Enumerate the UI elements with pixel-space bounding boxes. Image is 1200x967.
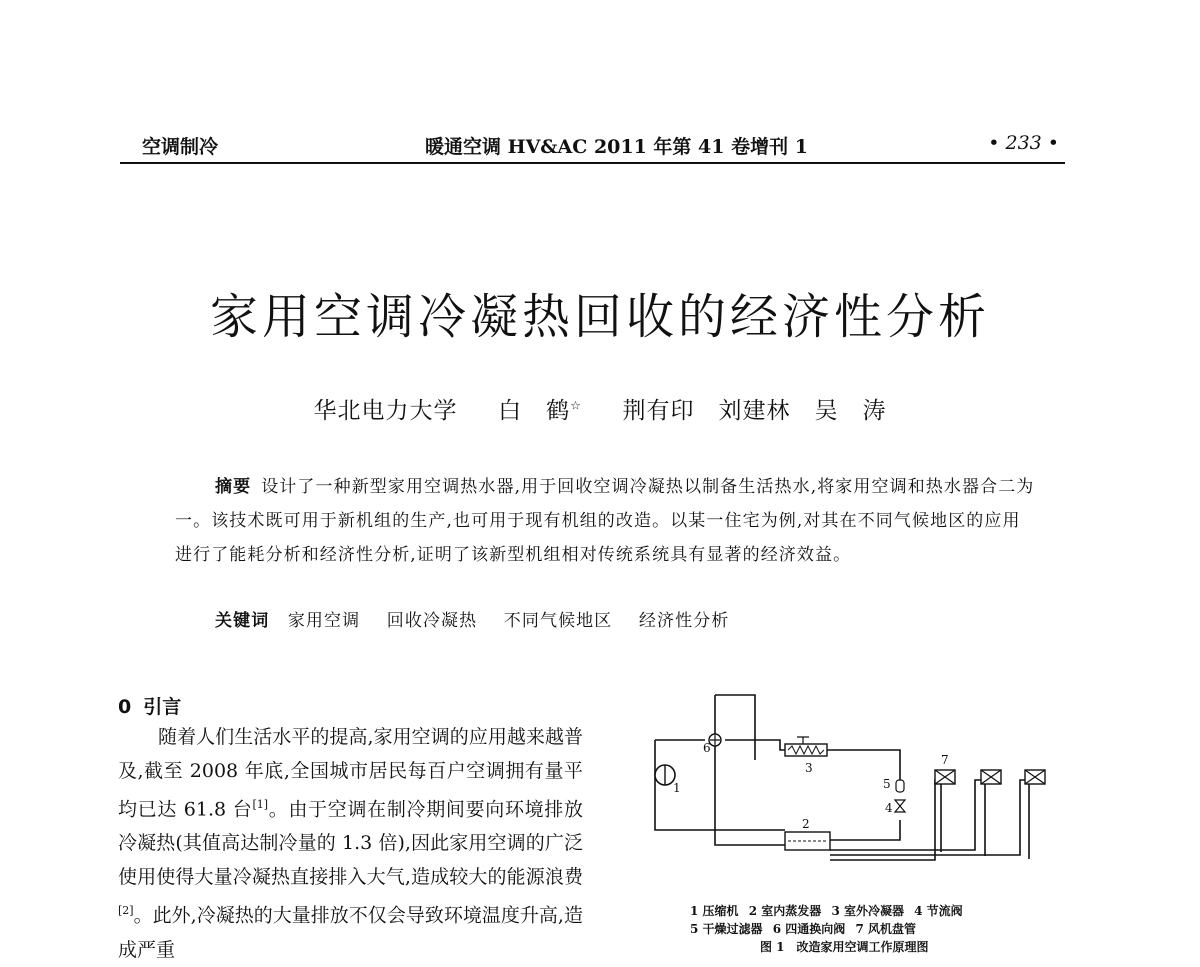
keyword: 家用空调 — [287, 611, 361, 631]
keyword: 不同气候地区 — [503, 611, 613, 631]
fig-label-7: 7 — [941, 753, 949, 767]
keyword: 回收冷凝热 — [386, 611, 478, 631]
fig-label-3: 3 — [805, 761, 813, 775]
system-schematic-figure — [645, 680, 1055, 890]
citation-ref: [2] — [118, 904, 134, 918]
fig-label-6: 6 — [703, 741, 711, 755]
fan-coil-units — [935, 770, 1045, 784]
intro-text-1: 随着人们生活水平的提高,家用空调的应用越来越普及,截至 2008 年底,全国城市居民每百户空调拥有量平均已达 61.8 台 — [118, 726, 583, 821]
indoor-evaporator — [785, 832, 830, 850]
intro-text-2: 。由于空调在制冷期间要向环境排放冷凝热(其值高达制冷量的 1.3 倍),因此家用空调的广泛使用使得大量冷凝热直接排入大气,造成较大的能源浪费 — [118, 798, 583, 889]
legend-item: 5 干燥过滤器 — [690, 922, 763, 936]
compressor — [655, 765, 675, 785]
legend-line-1 — [690, 902, 1070, 920]
section-heading — [118, 692, 181, 719]
fig-label-5: 5 — [883, 777, 891, 791]
citation-ref: [1] — [252, 798, 269, 811]
running-header — [120, 130, 1065, 160]
legend-item: 2 室内蒸发器 — [748, 904, 822, 918]
header-journal: 暖通空调 HV&AC 2011 年第 41 卷增刊 1 — [425, 136, 808, 158]
filter-drier — [896, 780, 904, 792]
intro-text-3: 。此外,冷凝热的大量排放不仅会导致环境温度升高,造成严重 — [118, 904, 583, 961]
legend-item: 1 压缩机 — [690, 904, 739, 918]
throttle-valve — [895, 800, 905, 812]
paper-title: 家用空调冷凝热回收的经济性分析 — [209, 289, 990, 345]
figure-caption: 图 1 改造家用空调工作原理图 — [760, 940, 929, 954]
affiliation: 华北电力大学 — [313, 398, 458, 424]
co-authors: 荆有印 刘建林 吴 涛 — [622, 398, 887, 424]
keywords — [215, 606, 749, 631]
pipe-coil-supply — [830, 780, 1035, 860]
intro-paragraph — [118, 720, 583, 967]
section-title: 引言 — [143, 696, 182, 718]
author-line — [0, 392, 1200, 425]
header-section: 空调制冷 — [142, 136, 219, 158]
abstract-label: 摘要 — [215, 477, 252, 497]
keywords-label: 关键词 — [215, 611, 270, 631]
abstract — [175, 470, 1035, 572]
header-rule — [120, 162, 1065, 164]
abstract-text: 设计了一种新型家用空调热水器,用于回收空调冷凝热以制备生活热水,将家用空调和热水器合二为一。该技术既可用于新机组的生产,也可用于现有机组的改造。以某一住宅为例,对其在不同气候地区的应用进行了能耗分析和经济性分析,证明了该新型机组相对传统系统具有显著的经济效益。 — [175, 477, 1035, 565]
section-number: 0 — [118, 696, 132, 718]
legend-item: 7 风机盘管 — [855, 922, 916, 936]
figure-legend — [690, 902, 1070, 938]
four-way-valve — [709, 734, 721, 746]
legend-item: 6 四通换向阀 — [772, 922, 846, 936]
pipe-valve-down — [830, 820, 900, 840]
header-page-number: • 233 • — [988, 132, 1059, 154]
fig-label-4: 4 — [885, 801, 893, 815]
legend-line-2 — [690, 920, 1070, 938]
keyword: 经济性分析 — [638, 611, 730, 631]
corresponding-author-star: ☆ — [570, 398, 582, 413]
outdoor-condenser — [785, 737, 827, 756]
pipe-top-loop — [715, 695, 755, 760]
first-author: 白 鹤 — [498, 398, 571, 424]
legend-item: 3 室外冷凝器 — [831, 904, 904, 918]
fig-label-1: 1 — [673, 781, 681, 795]
fig-label-2: 2 — [802, 817, 810, 831]
legend-item: 4 节流阀 — [914, 904, 963, 918]
pipe-condenser-out — [827, 750, 900, 780]
pipe-coil-return — [941, 780, 1029, 859]
